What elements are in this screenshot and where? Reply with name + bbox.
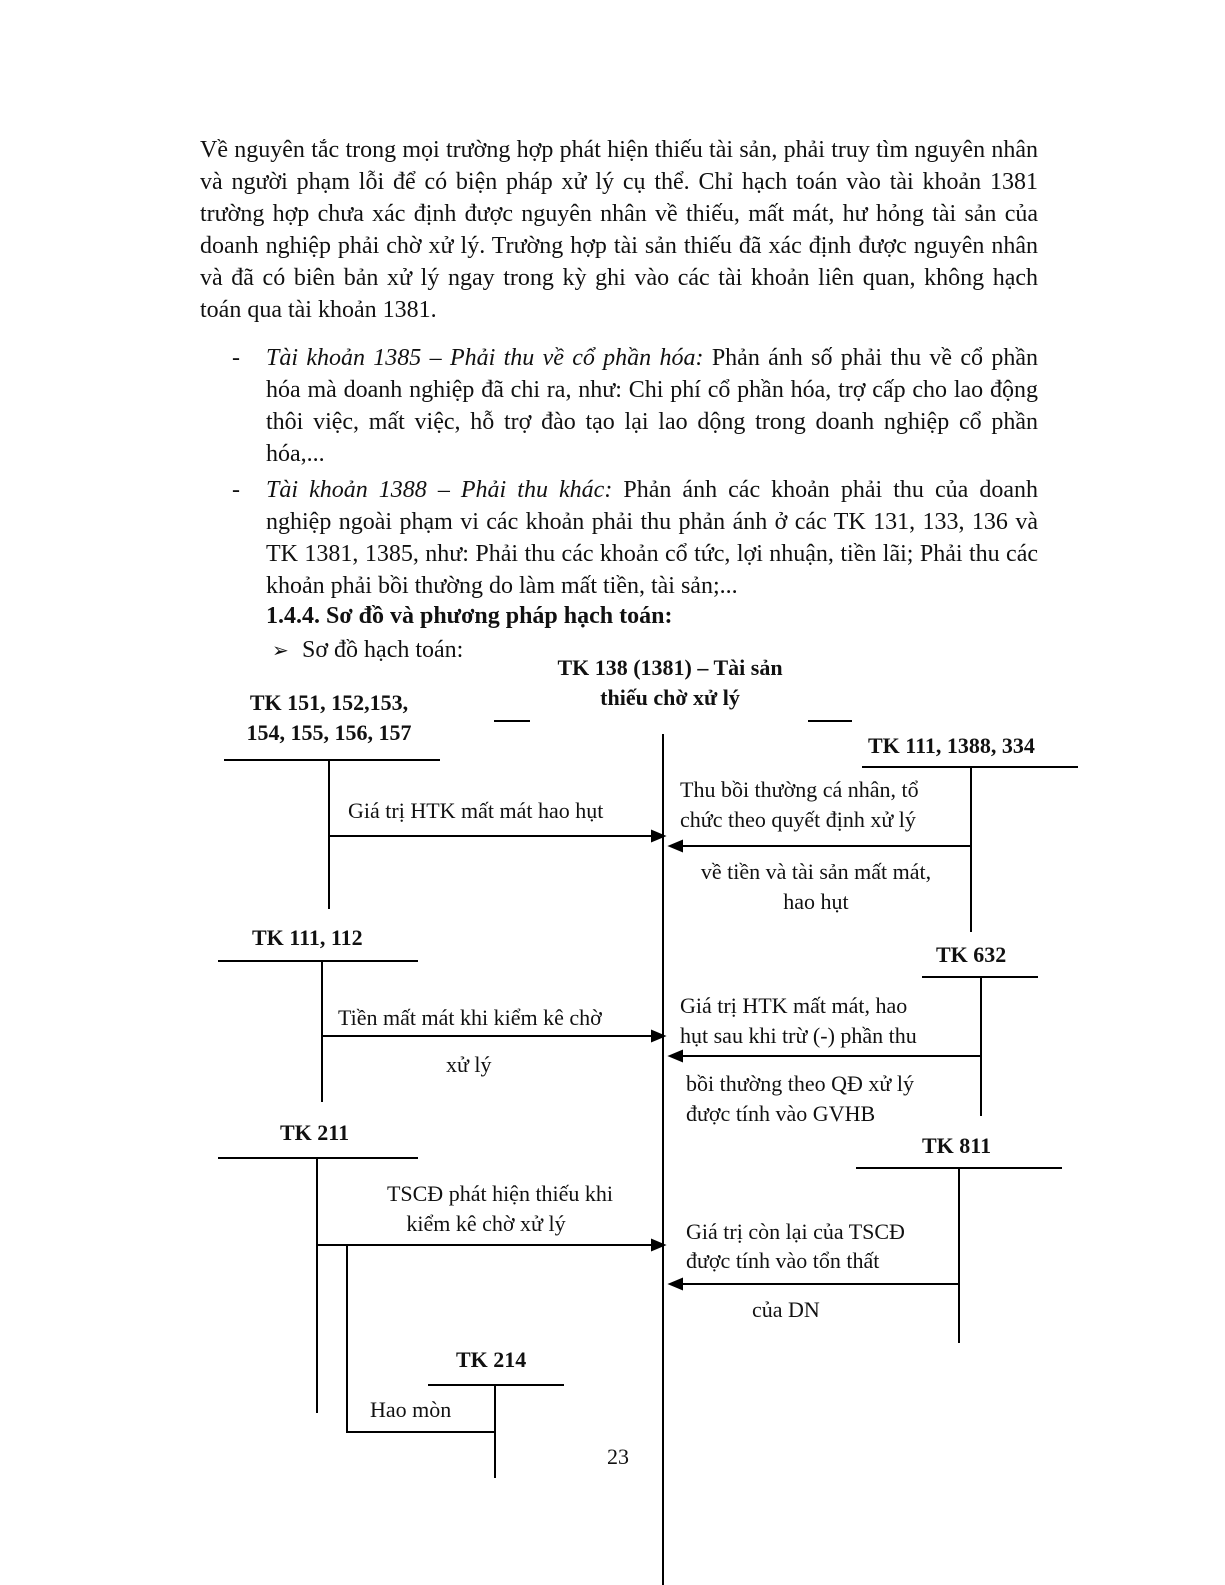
label-residual-3: của DN bbox=[752, 1297, 820, 1322]
intro-paragraph: Về nguyên tắc trong mọi trường hợp phát hiện thiếu tài sản, phải truy tìm nguyên nhân và người phạm lỗi để có biện pháp xử lý cụ thể. Chỉ hạch toán vào tài khoản 1381 trường hợp chưa xác định được nguyên nhân về thiếu, mất mát, hư hỏng tài sản của doanh nghiệp phải chờ xử lý. Trường hợp tài sản thiếu đã xác định được nguyên nhân và đã có biên bản xử lý ngay trong kỳ ghi vào các tài khoản liên quan, không hạch toán qua tài khoản 1381. bbox=[200, 137, 1038, 323]
t-line-tk214 bbox=[428, 1384, 564, 1386]
label-inventory-loss: Giá trị HTK mất mát hao hụt bbox=[348, 798, 604, 823]
center-t-vertical bbox=[662, 734, 664, 1585]
bullet-body: Phản ánh số phải thu về cổ phần hóa mà doanh nghiệp đã chi ra, như: Chi phí cổ phần hóa, trợ cấp cho lao động thôi việc, mất việc, hỗ trợ đào tạo lại lao dộng trong doanh nghiệp cổ phần hóa,... bbox=[266, 345, 1038, 467]
bullet-dash: - bbox=[232, 345, 240, 371]
t-line-tk111-112 bbox=[218, 960, 418, 962]
account-tk811: TK 811 bbox=[922, 1133, 992, 1158]
bullet-item-1385 bbox=[266, 342, 1038, 470]
arrowhead-left bbox=[670, 1279, 682, 1289]
t-vertical-tk811 bbox=[958, 1167, 960, 1343]
label-cash-loss-1: Tiền mất mát khi kiểm kê chờ bbox=[338, 1005, 602, 1030]
bullet-dash: - bbox=[232, 477, 240, 503]
label-compensation-4: hao hụt bbox=[783, 889, 849, 914]
t-vertical-tk111-1388 bbox=[970, 766, 972, 932]
label-compensation-2: chức theo quyết định xử lý bbox=[680, 807, 916, 832]
center-t-dash-right bbox=[808, 720, 852, 722]
t-vertical-tk214 bbox=[494, 1384, 496, 1478]
label-cogs-4: được tính vào GVHB bbox=[686, 1101, 876, 1126]
label-compensation-1: Thu bồi thường cá nhân, tổ bbox=[680, 777, 919, 802]
label-cogs-2: hụt sau khi trừ (-) phần thu bbox=[680, 1023, 917, 1048]
account-tk151-157 bbox=[218, 688, 440, 748]
branch-vertical-tk211 bbox=[346, 1245, 348, 1433]
label-fa-loss-1: TSCĐ phát hiện thiếu khi bbox=[386, 1181, 614, 1206]
center-t-dash-left bbox=[494, 720, 530, 722]
label-residual-1: Giá trị còn lại của TSCĐ bbox=[686, 1219, 905, 1244]
account-line1: TK 151, 152,153, bbox=[249, 690, 409, 715]
branch-bottom-tk211 bbox=[346, 1431, 496, 1433]
arrow-bullet-icon: ➢ bbox=[272, 638, 289, 662]
label-cash-loss-2: xử lý bbox=[446, 1052, 492, 1077]
section-heading: 1.4.4. Sơ đồ và phương pháp hạch toán: bbox=[266, 603, 673, 629]
t-vertical-tk111-112 bbox=[321, 960, 323, 1102]
t-vertical-tk632 bbox=[980, 976, 982, 1116]
arrowhead-left bbox=[670, 1051, 682, 1061]
page-number: 23 bbox=[607, 1444, 629, 1469]
account-line2: 154, 155, 156, 157 bbox=[246, 720, 412, 745]
account-tk214: TK 214 bbox=[456, 1347, 527, 1372]
account-tk211: TK 211 bbox=[280, 1120, 350, 1145]
label-wear: Hao mòn bbox=[370, 1397, 452, 1422]
center-account-line2: thiếu chờ xử lý bbox=[600, 685, 740, 710]
bullet-title: Tài khoản 1385 – Phải thu về cổ phần hóa: bbox=[266, 345, 704, 371]
label-fa-loss-2: kiểm kê chờ xử lý bbox=[406, 1211, 566, 1236]
account-tk632: TK 632 bbox=[936, 942, 1007, 967]
bullet-item-1388 bbox=[266, 474, 1038, 602]
label-cogs-1: Giá trị HTK mất mát, hao bbox=[680, 993, 908, 1018]
account-tk111-1388-334: TK 111, 1388, 334 bbox=[868, 733, 1035, 758]
diagram-subheading bbox=[272, 634, 463, 666]
bullet-title: Tài khoản 1388 – Phải thu khác: bbox=[266, 477, 613, 503]
bullet-body: Phản ánh các khoản phải thu của doanh nghiệp ngoài phạm vi các khoản phải thu phản ánh ở các TK 131, 133, 136 và TK 1381, 1385, như: Phải thu các khoản cổ tức, lợi nhuận, tiền lãi; Phải thu các khoản phải bồi thường do làm mất tiền, tài sản;... bbox=[266, 477, 1038, 599]
label-residual-2: được tính vào tổn thất bbox=[686, 1248, 880, 1273]
t-vertical-tk211 bbox=[316, 1157, 318, 1413]
account-tk111-112: TK 111, 112 bbox=[252, 925, 363, 950]
label-cogs-3: bồi thường theo QĐ xử lý bbox=[686, 1071, 914, 1096]
subheading-text: Sơ đồ hạch toán: bbox=[302, 637, 464, 663]
t-line-tk151 bbox=[224, 759, 440, 761]
t-vertical-tk151 bbox=[328, 759, 330, 909]
center-account-title bbox=[520, 653, 820, 713]
t-line-tk211 bbox=[218, 1157, 418, 1159]
center-account-line1: TK 138 (1381) – Tài sản bbox=[557, 655, 783, 680]
arrowhead-left bbox=[670, 841, 682, 851]
label-compensation-3: về tiền và tài sản mất mát, bbox=[700, 859, 932, 884]
